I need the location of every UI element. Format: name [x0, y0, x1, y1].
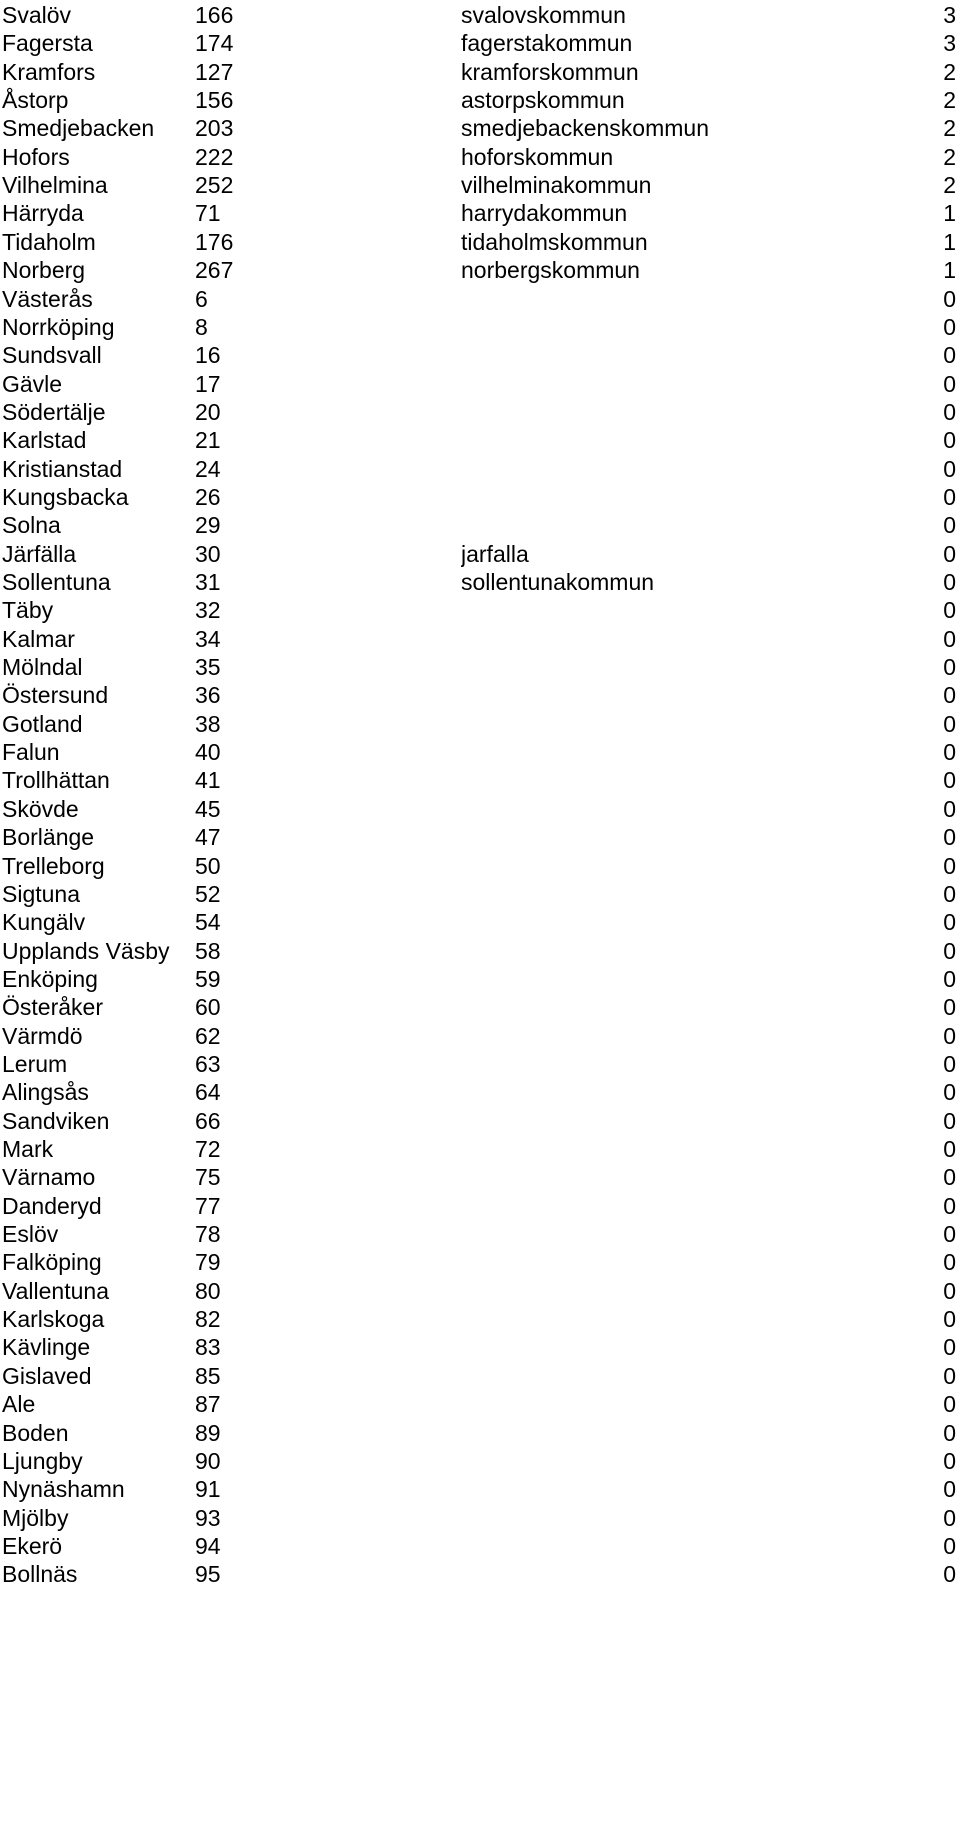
municipality-name-cell: Tidaholm — [2, 228, 96, 255]
municipality-slug-cell: astorpskommun — [461, 87, 625, 114]
municipality-id-cell: 174 — [195, 30, 234, 57]
count-cell: 0 — [943, 540, 956, 567]
municipality-name-cell: Mark — [2, 1136, 54, 1162]
municipality-id-cell: 16 — [195, 342, 221, 369]
municipality-id-cell: 166 — [195, 2, 234, 28]
count-cell: 0 — [943, 1362, 956, 1389]
count-cell: 1 — [943, 257, 956, 284]
municipality-slug-cell: svalovskommun — [461, 2, 626, 28]
municipality-name-cell: Östersund — [2, 682, 109, 709]
municipality-name-cell: Kungälv — [2, 909, 86, 936]
municipality-name-cell: Ekerö — [2, 1532, 63, 1559]
count-cell: 0 — [943, 1419, 956, 1446]
municipality-slug-cell: norbergskommun — [461, 257, 640, 284]
count-cell: 0 — [943, 1022, 956, 1049]
municipality-id-cell: 40 — [195, 739, 221, 766]
municipality-name-cell: Eslöv — [2, 1221, 59, 1248]
municipality-id-cell: 79 — [195, 1249, 221, 1276]
municipality-name-cell: Kristianstad — [2, 455, 123, 482]
count-cell: 0 — [943, 1532, 956, 1559]
count-cell: 0 — [943, 1249, 956, 1276]
municipality-name-cell: Västerås — [2, 285, 93, 312]
municipality-id-cell: 83 — [195, 1334, 221, 1361]
municipality-id-cell: 85 — [195, 1362, 221, 1389]
municipality-slug-cell: hoforskommun — [461, 143, 614, 170]
count-cell: 0 — [943, 512, 956, 539]
municipality-id-cell: 87 — [195, 1391, 221, 1418]
municipality-id-cell: 38 — [195, 710, 221, 737]
count-cell: 3 — [943, 30, 956, 57]
count-cell: 0 — [943, 937, 956, 964]
municipality-name-cell: Sollentuna — [2, 569, 111, 595]
municipality-id-cell: 24 — [195, 455, 221, 482]
municipality-id-cell: 30 — [195, 540, 221, 567]
municipality-slug-cell: kramforskommun — [461, 58, 639, 85]
municipality-id-cell: 75 — [195, 1164, 221, 1191]
municipality-id-cell: 78 — [195, 1221, 221, 1248]
municipality-name-cell: Ale — [2, 1391, 36, 1418]
count-cell: 0 — [943, 994, 956, 1021]
municipality-id-cell: 63 — [195, 1050, 221, 1077]
count-cell: 1 — [943, 200, 956, 227]
municipality-id-cell: 72 — [195, 1136, 221, 1162]
municipality-slug-cell: jarfalla — [461, 540, 529, 567]
municipality-id-cell: 54 — [195, 909, 221, 936]
municipality-id-cell: 176 — [195, 228, 234, 255]
count-cell: 0 — [943, 1221, 956, 1248]
municipality-id-cell: 94 — [195, 1532, 221, 1559]
count-cell: 0 — [943, 1476, 956, 1503]
count-cell: 0 — [943, 965, 956, 992]
municipality-slug-cell: tidaholmskommun — [461, 228, 648, 255]
municipality-id-cell: 91 — [195, 1476, 221, 1503]
municipality-id-cell: 58 — [195, 937, 221, 964]
municipality-name-cell: Enköping — [2, 965, 98, 992]
count-cell: 0 — [943, 455, 956, 482]
municipality-id-cell: 62 — [195, 1022, 221, 1049]
municipality-name-cell: Karlskoga — [2, 1306, 105, 1333]
municipality-id-cell: 90 — [195, 1447, 221, 1474]
municipality-id-cell: 29 — [195, 512, 221, 539]
municipality-name-cell: Gävle — [2, 370, 63, 397]
municipality-name-cell: Norrköping — [2, 313, 115, 340]
municipality-id-cell: 95 — [195, 1561, 221, 1588]
count-cell: 0 — [943, 1136, 956, 1162]
count-cell: 0 — [943, 597, 956, 624]
count-cell: 0 — [943, 710, 956, 737]
count-cell: 0 — [943, 852, 956, 879]
municipality-name-cell: Åstorp — [2, 87, 69, 114]
municipality-id-cell: 93 — [195, 1504, 221, 1531]
municipality-name-cell: Sandviken — [2, 1107, 110, 1134]
municipality-id-cell: 156 — [195, 87, 234, 114]
municipality-name-cell: Fagersta — [2, 30, 93, 57]
count-cell: 0 — [943, 767, 956, 794]
municipality-name-cell: Upplands Väsby — [2, 937, 170, 964]
municipality-name-cell: Hofors — [2, 143, 70, 170]
municipality-id-cell: 71 — [195, 200, 221, 227]
municipality-id-cell: 41 — [195, 767, 221, 794]
municipality-slug-cell: smedjebackenskommun — [461, 115, 710, 142]
municipality-name-cell: Smedjebacken — [2, 115, 155, 142]
count-cell: 0 — [943, 483, 956, 510]
municipality-name-cell: Kalmar — [2, 625, 75, 652]
municipality-slug-cell: fagerstakommun — [461, 30, 633, 57]
municipality-name-cell: Täby — [2, 597, 54, 624]
count-cell: 0 — [943, 654, 956, 681]
municipality-name-cell: Trelleborg — [2, 852, 105, 879]
count-cell: 0 — [943, 1306, 956, 1333]
municipality-name-cell: Vallentuna — [2, 1277, 109, 1304]
municipality-id-cell: 34 — [195, 625, 221, 652]
municipality-slug-cell: vilhelminakommun — [461, 172, 652, 199]
count-cell: 0 — [943, 824, 956, 851]
municipality-id-cell: 32 — [195, 597, 221, 624]
count-cell: 0 — [943, 682, 956, 709]
count-cell: 0 — [943, 285, 956, 312]
municipality-name-cell: Sundsvall — [2, 342, 102, 369]
municipality-id-cell: 20 — [195, 398, 221, 425]
municipality-name-cell: Boden — [2, 1419, 69, 1446]
municipality-name-cell: Vilhelmina — [2, 172, 108, 199]
municipality-name-cell: Österåker — [2, 994, 103, 1021]
municipality-id-cell: 17 — [195, 370, 221, 397]
count-cell: 0 — [943, 1447, 956, 1474]
municipality-id-cell: 60 — [195, 994, 221, 1021]
municipality-name-cell: Danderyd — [2, 1192, 102, 1219]
count-cell: 0 — [943, 1050, 956, 1077]
municipality-id-cell: 59 — [195, 965, 221, 992]
municipality-id-cell: 52 — [195, 880, 221, 907]
municipality-id-cell: 222 — [195, 143, 234, 170]
municipality-id-cell: 47 — [195, 824, 221, 851]
municipality-id-cell: 36 — [195, 682, 221, 709]
municipality-name-cell: Svalöv — [2, 2, 72, 28]
municipality-id-cell: 252 — [195, 172, 234, 199]
municipality-name-cell: Solna — [2, 512, 61, 539]
municipality-name-cell: Borlänge — [2, 824, 95, 851]
count-cell: 0 — [943, 1561, 956, 1588]
count-cell: 3 — [943, 2, 956, 28]
municipality-name-cell: Järfälla — [2, 540, 77, 567]
municipality-id-cell: 127 — [195, 58, 234, 85]
count-cell: 2 — [943, 87, 956, 114]
count-cell: 0 — [943, 880, 956, 907]
municipality-name-cell: Skövde — [2, 795, 79, 822]
municipality-id-cell: 77 — [195, 1192, 221, 1219]
municipality-id-cell: 6 — [195, 285, 208, 312]
municipality-name-cell: Kungsbacka — [2, 483, 129, 510]
municipality-slug-cell — [461, 1558, 901, 1591]
count-cell: 0 — [943, 739, 956, 766]
municipality-id-cell: 50 — [195, 852, 221, 879]
municipality-name-cell: Värmdö — [2, 1022, 83, 1049]
municipality-id-cell: 80 — [195, 1277, 221, 1304]
count-cell: 2 — [943, 172, 956, 199]
count-cell: 2 — [943, 143, 956, 170]
municipality-name-cell: Mjölby — [2, 1504, 69, 1531]
municipality-name-cell: Trollhättan — [2, 767, 110, 794]
count-cell: 0 — [943, 1334, 956, 1361]
count-cell: 0 — [943, 1164, 956, 1191]
count-cell: 0 — [943, 370, 956, 397]
municipality-name-cell: Sigtuna — [2, 880, 81, 907]
municipality-id-cell: 21 — [195, 427, 221, 454]
municipality-name-cell: Falun — [2, 739, 60, 766]
municipality-name-cell: Södertälje — [2, 398, 106, 425]
municipality-id-cell: 45 — [195, 795, 221, 822]
count-cell: 0 — [943, 1107, 956, 1134]
municipality-id-cell: 31 — [195, 569, 221, 595]
municipality-id-cell: 203 — [195, 115, 234, 142]
municipality-slug-cell: harrydakommun — [461, 200, 628, 227]
municipality-id-cell: 66 — [195, 1107, 221, 1134]
municipality-name-cell: Mölndal — [2, 654, 83, 681]
municipality-id-cell: 26 — [195, 483, 221, 510]
count-cell: 0 — [943, 625, 956, 652]
municipality-name-cell: Ljungby — [2, 1447, 83, 1474]
municipality-id-cell: 64 — [195, 1079, 221, 1106]
municipality-name-cell: Bollnäs — [2, 1561, 78, 1588]
municipality-name-cell: Gislaved — [2, 1362, 92, 1389]
count-cell: 0 — [943, 795, 956, 822]
municipality-name-cell: Lerum — [2, 1050, 68, 1077]
count-cell: 2 — [943, 58, 956, 85]
count-cell: 0 — [943, 1079, 956, 1106]
municipality-name-cell: Gotland — [2, 710, 83, 737]
municipality-name-cell: Härryda — [2, 200, 84, 227]
municipality-id-cell: 267 — [195, 257, 234, 284]
municipality-name-cell: Värnamo — [2, 1164, 96, 1191]
count-cell: 0 — [943, 1277, 956, 1304]
municipality-name-cell: Norberg — [2, 257, 86, 284]
municipality-name-cell: Nynäshamn — [2, 1476, 125, 1503]
municipality-id-cell: 8 — [195, 313, 208, 340]
count-cell: 0 — [943, 313, 956, 340]
count-cell: 0 — [943, 342, 956, 369]
count-cell: 2 — [943, 115, 956, 142]
municipality-name-cell: Falköping — [2, 1249, 102, 1276]
count-cell: 1 — [943, 228, 956, 255]
table-row — [0, 1558, 960, 1591]
municipality-id-cell: 35 — [195, 654, 221, 681]
count-cell: 0 — [943, 427, 956, 454]
count-cell: 0 — [943, 1504, 956, 1531]
municipality-name-cell: Kramfors — [2, 58, 96, 85]
municipality-name-cell: Kävlinge — [2, 1334, 91, 1361]
count-cell: 0 — [943, 569, 956, 595]
count-cell: 0 — [943, 1192, 956, 1219]
municipality-slug-cell: sollentunakommun — [461, 569, 655, 595]
count-cell: 0 — [943, 1391, 956, 1418]
municipality-id-cell: 82 — [195, 1306, 221, 1333]
count-cell: 0 — [943, 909, 956, 936]
count-cell: 0 — [943, 398, 956, 425]
municipality-name-cell: Alingsås — [2, 1079, 89, 1106]
municipality-name-cell: Karlstad — [2, 427, 87, 454]
municipality-id-cell: 89 — [195, 1419, 221, 1446]
